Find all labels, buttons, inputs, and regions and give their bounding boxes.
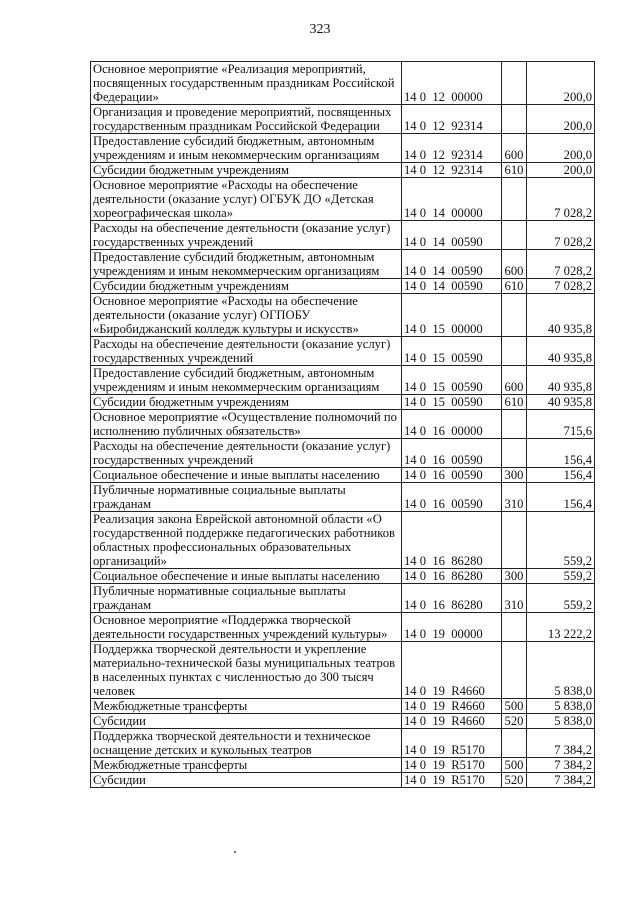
row-amount: 200,0	[527, 134, 595, 163]
table-row	[91, 366, 595, 395]
row-code: 14 0 14 00590	[402, 279, 502, 294]
row-amount: 7 028,2	[527, 250, 595, 279]
row-code: 14 0 15 00590	[402, 337, 502, 366]
row-code: 14 0 14 00000	[402, 178, 502, 221]
row-expense-type	[502, 105, 527, 134]
row-name: Субсидии	[91, 773, 402, 788]
row-name: Основное мероприятие «Реализация мероприятий, посвященных государственным праздникам Российской Федерации»	[91, 62, 402, 105]
row-name: Поддержка творческой деятельности и укрепление материально-технической базы муниципальных театров в населенных пунктах с численностью до 300 тысяч человек	[91, 642, 402, 699]
table-row	[91, 62, 595, 105]
row-amount: 40 935,8	[527, 294, 595, 337]
table-row	[91, 512, 595, 569]
row-expense-type	[502, 512, 527, 569]
row-name: Основное мероприятие «Расходы на обеспечение деятельности (оказание услуг) ОГПОБУ «Биробиджанский колледж культуры и искусств»	[91, 294, 402, 337]
table-row	[91, 163, 595, 178]
row-name: Основное мероприятие «Поддержка творческой деятельности государственных учреждений культуры»	[91, 613, 402, 642]
table-row	[91, 642, 595, 699]
row-amount: 5 838,0	[527, 699, 595, 714]
row-code: 14 0 12 92314	[402, 163, 502, 178]
table-row	[91, 773, 595, 788]
row-code: 14 0 19 00000	[402, 613, 502, 642]
row-name: Предоставление субсидий бюджетным, автономным учреждениям и иным некоммерческим организациям	[91, 250, 402, 279]
row-amount: 559,2	[527, 569, 595, 584]
row-code: 14 0 19 R5170	[402, 773, 502, 788]
table-row	[91, 699, 595, 714]
row-amount: 559,2	[527, 584, 595, 613]
row-name: Реализация закона Еврейской автономной области «О государственной поддержке педагогических работников областных профессиональных образовательных организаций»	[91, 512, 402, 569]
budget-table	[90, 61, 595, 788]
row-expense-type: 600	[502, 134, 527, 163]
row-expense-type	[502, 221, 527, 250]
row-expense-type: 500	[502, 699, 527, 714]
table-row	[91, 569, 595, 584]
table-row	[91, 337, 595, 366]
row-amount: 40 935,8	[527, 366, 595, 395]
row-name: Публичные нормативные социальные выплаты гражданам	[91, 584, 402, 613]
row-name: Расходы на обеспечение деятельности (оказание услуг) государственных учреждений	[91, 337, 402, 366]
row-expense-type	[502, 294, 527, 337]
row-expense-type: 310	[502, 483, 527, 512]
row-code: 14 0 16 00590	[402, 483, 502, 512]
row-expense-type	[502, 642, 527, 699]
row-code: 14 0 15 00590	[402, 366, 502, 395]
row-amount: 5 838,0	[527, 714, 595, 729]
row-amount: 7 028,2	[527, 279, 595, 294]
row-expense-type: 610	[502, 163, 527, 178]
row-expense-type	[502, 62, 527, 105]
table-row	[91, 279, 595, 294]
row-name: Публичные нормативные социальные выплаты гражданам	[91, 483, 402, 512]
row-code: 14 0 12 92314	[402, 134, 502, 163]
row-amount: 7 028,2	[527, 221, 595, 250]
row-amount: 156,4	[527, 483, 595, 512]
row-amount: 559,2	[527, 512, 595, 569]
row-name: Предоставление субсидий бюджетным, автономным учреждениям и иным некоммерческим организациям	[91, 366, 402, 395]
row-name: Субсидии бюджетным учреждениям	[91, 279, 402, 294]
row-expense-type	[502, 178, 527, 221]
row-code: 14 0 19 R5170	[402, 729, 502, 758]
row-name: Поддержка творческой деятельности и техническое оснащение детских и кукольных театров	[91, 729, 402, 758]
row-amount: 156,4	[527, 439, 595, 468]
row-code: 14 0 15 00590	[402, 395, 502, 410]
row-code: 14 0 14 00590	[402, 221, 502, 250]
table-row	[91, 410, 595, 439]
row-code: 14 0 15 00000	[402, 294, 502, 337]
row-expense-type	[502, 439, 527, 468]
row-expense-type: 520	[502, 773, 527, 788]
row-code: 14 0 16 00590	[402, 468, 502, 483]
table-row	[91, 105, 595, 134]
table-row	[91, 439, 595, 468]
table-row	[91, 729, 595, 758]
table-row	[91, 584, 595, 613]
row-amount: 7 384,2	[527, 773, 595, 788]
table-row	[91, 468, 595, 483]
row-code: 14 0 19 R4660	[402, 642, 502, 699]
row-expense-type	[502, 729, 527, 758]
row-name: Основное мероприятие «Осуществление полномочий по исполнению публичных обязательств»	[91, 410, 402, 439]
table-row	[91, 483, 595, 512]
row-amount: 40 935,8	[527, 337, 595, 366]
row-name: Социальное обеспечение и иные выплаты населению	[91, 468, 402, 483]
row-expense-type: 600	[502, 366, 527, 395]
row-code: 14 0 16 00000	[402, 410, 502, 439]
scan-speck	[234, 851, 236, 853]
row-name: Расходы на обеспечение деятельности (оказание услуг) государственных учреждений	[91, 439, 402, 468]
page-number: 323	[309, 22, 331, 37]
row-expense-type: 500	[502, 758, 527, 773]
row-expense-type: 600	[502, 250, 527, 279]
row-name: Межбюджетные трансферты	[91, 699, 402, 714]
row-code: 14 0 19 R5170	[402, 758, 502, 773]
row-expense-type: 610	[502, 279, 527, 294]
budget-table-body	[91, 62, 595, 788]
row-name: Организация и проведение мероприятий, посвященных государственным праздникам Российской Федерации	[91, 105, 402, 134]
row-amount: 13 222,2	[527, 613, 595, 642]
row-name: Предоставление субсидий бюджетным, автономным учреждениям и иным некоммерческим организациям	[91, 134, 402, 163]
row-expense-type: 300	[502, 569, 527, 584]
row-code: 14 0 19 R4660	[402, 699, 502, 714]
row-amount: 200,0	[527, 163, 595, 178]
row-amount: 40 935,8	[527, 395, 595, 410]
row-expense-type	[502, 613, 527, 642]
row-code: 14 0 16 00590	[402, 439, 502, 468]
table-row	[91, 221, 595, 250]
table-row	[91, 613, 595, 642]
row-code: 14 0 16 86280	[402, 584, 502, 613]
table-row	[91, 714, 595, 729]
row-amount: 715,6	[527, 410, 595, 439]
table-row	[91, 395, 595, 410]
row-name: Основное мероприятие «Расходы на обеспечение деятельности (оказание услуг) ОГБУК ДО «Детская хореографическая школа»	[91, 178, 402, 221]
row-amount: 200,0	[527, 62, 595, 105]
row-name: Субсидии бюджетным учреждениям	[91, 163, 402, 178]
row-amount: 156,4	[527, 468, 595, 483]
table-row	[91, 758, 595, 773]
row-code: 14 0 14 00590	[402, 250, 502, 279]
row-code: 14 0 12 00000	[402, 62, 502, 105]
row-amount: 200,0	[527, 105, 595, 134]
table-row	[91, 134, 595, 163]
row-code: 14 0 16 86280	[402, 512, 502, 569]
row-amount: 7 384,2	[527, 758, 595, 773]
row-name: Субсидии бюджетным учреждениям	[91, 395, 402, 410]
row-expense-type	[502, 337, 527, 366]
row-expense-type: 520	[502, 714, 527, 729]
row-expense-type: 610	[502, 395, 527, 410]
row-code: 14 0 16 86280	[402, 569, 502, 584]
row-expense-type: 300	[502, 468, 527, 483]
row-amount: 7 384,2	[527, 729, 595, 758]
row-amount: 7 028,2	[527, 178, 595, 221]
row-expense-type	[502, 410, 527, 439]
table-row	[91, 250, 595, 279]
row-amount: 5 838,0	[527, 642, 595, 699]
row-name: Социальное обеспечение и иные выплаты населению	[91, 569, 402, 584]
table-row	[91, 294, 595, 337]
row-name: Межбюджетные трансферты	[91, 758, 402, 773]
row-name: Субсидии	[91, 714, 402, 729]
row-code: 14 0 12 92314	[402, 105, 502, 134]
row-code: 14 0 19 R4660	[402, 714, 502, 729]
row-name: Расходы на обеспечение деятельности (оказание услуг) государственных учреждений	[91, 221, 402, 250]
row-expense-type: 310	[502, 584, 527, 613]
table-row	[91, 178, 595, 221]
